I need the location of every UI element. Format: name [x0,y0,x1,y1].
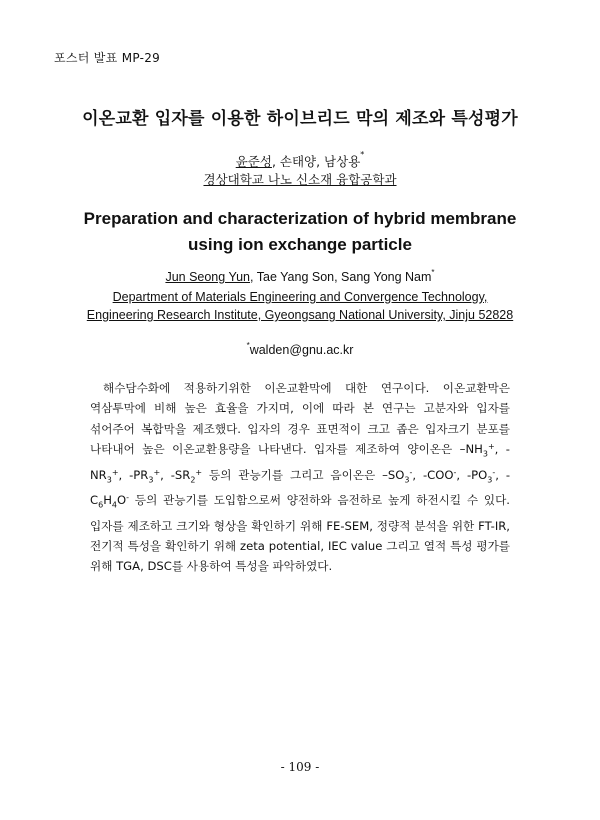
subscript: 2 [190,474,196,484]
superscript: - [492,467,496,477]
abstract-text: O [117,493,127,508]
subscript: 3 [106,474,112,484]
subscript: 6 [98,500,104,510]
korean-affiliation [0,170,600,188]
subscript: 3 [487,474,493,484]
korean-affiliation-text: 경상대학교 나노 신소재 융합공학과 [203,172,397,187]
affiliation-line-2: Engineering Research Institute, Gyeongsang National University, Jinju 52828 [86,308,514,322]
korean-authors [0,152,600,170]
abstract-text: , -PO [456,467,488,482]
korean-title: 이온교환 입자를 이용한 하이브리드 막의 제조와 특성평가 [82,109,518,129]
korean-presenting-author: 윤준성 [235,154,272,169]
subscript: 4 [111,500,118,510]
abstract-text: , -PR [118,467,149,482]
contact-email [0,343,600,357]
abstract-text: , -COO [412,467,454,482]
english-authors [0,270,600,284]
abstract-text: , -C [90,467,511,508]
english-affiliation [0,288,600,324]
abstract-text: 등의 관능기를 도입함으로써 양전하와 음전하로 높게 하전시킬 수 있다. 입자를 제조하고 크기와 형상을 확인하기 위해 FE-SEM, 정량적 분석을 위한 FT-IR, 전기적 특성을 확인하기 위해 zeta potential, IEC value 그리고 열적 특성 평가를 위해 TGA, DSC를 사용하여 특성을 파악하였다. [90,493,510,574]
subscript: 3 [482,449,488,459]
corresponding-mark: * [360,150,365,159]
english-coauthors: , Tae Yang Son, Sang Yong Nam [250,270,432,284]
superscript: - [126,493,130,503]
superscript: - [453,467,457,477]
abstract-text: , -NR [90,441,510,482]
superscript: + [195,467,203,477]
superscript: + [487,441,495,451]
abstract-text: , -SR [160,467,191,482]
korean-coauthors: , 손태양, 남상용 [271,154,361,169]
abstract-text: H [103,493,112,508]
superscript: - [409,467,413,477]
english-presenting-author: Jun Seong Yun [165,270,251,284]
english-title: Preparation and characterization of hybrid membrane using ion exchange particle [83,209,517,254]
corresponding-mark: * [431,268,435,277]
superscript: + [111,467,119,477]
superscript: + [153,467,161,477]
page-number: - 109 - [280,760,320,774]
abstract-paragraph [90,378,510,577]
abstract-text: 등의 관능기를 그리고 음이온은 –SO [202,467,405,482]
email-mark: * [246,341,250,350]
subscript: 3 [404,474,410,484]
email-address: walden@gnu.ac.kr [249,343,354,357]
abstract-text: 해수담수화에 적용하기위한 이온교환막에 대한 연구이다. 이온교환막은 역삼투막에 비해 높은 효율을 가지며, 이에 따라 본 연구는 고분자와 입자를 섞어주어 복합막을 제조했다. 입자의 경우 표면적이 크고 좁은 입자크기 분포를 나타내어 높은 이온교환용량을 나타낸다. 입자를 제조하여 양이온은 –NH [90,381,510,456]
subscript: 3 [148,474,154,484]
session-label: 포스터 발표 MP-29 [54,51,161,65]
affiliation-line-1: Department of Materials Engineering and Convergence Technology, [112,290,488,304]
